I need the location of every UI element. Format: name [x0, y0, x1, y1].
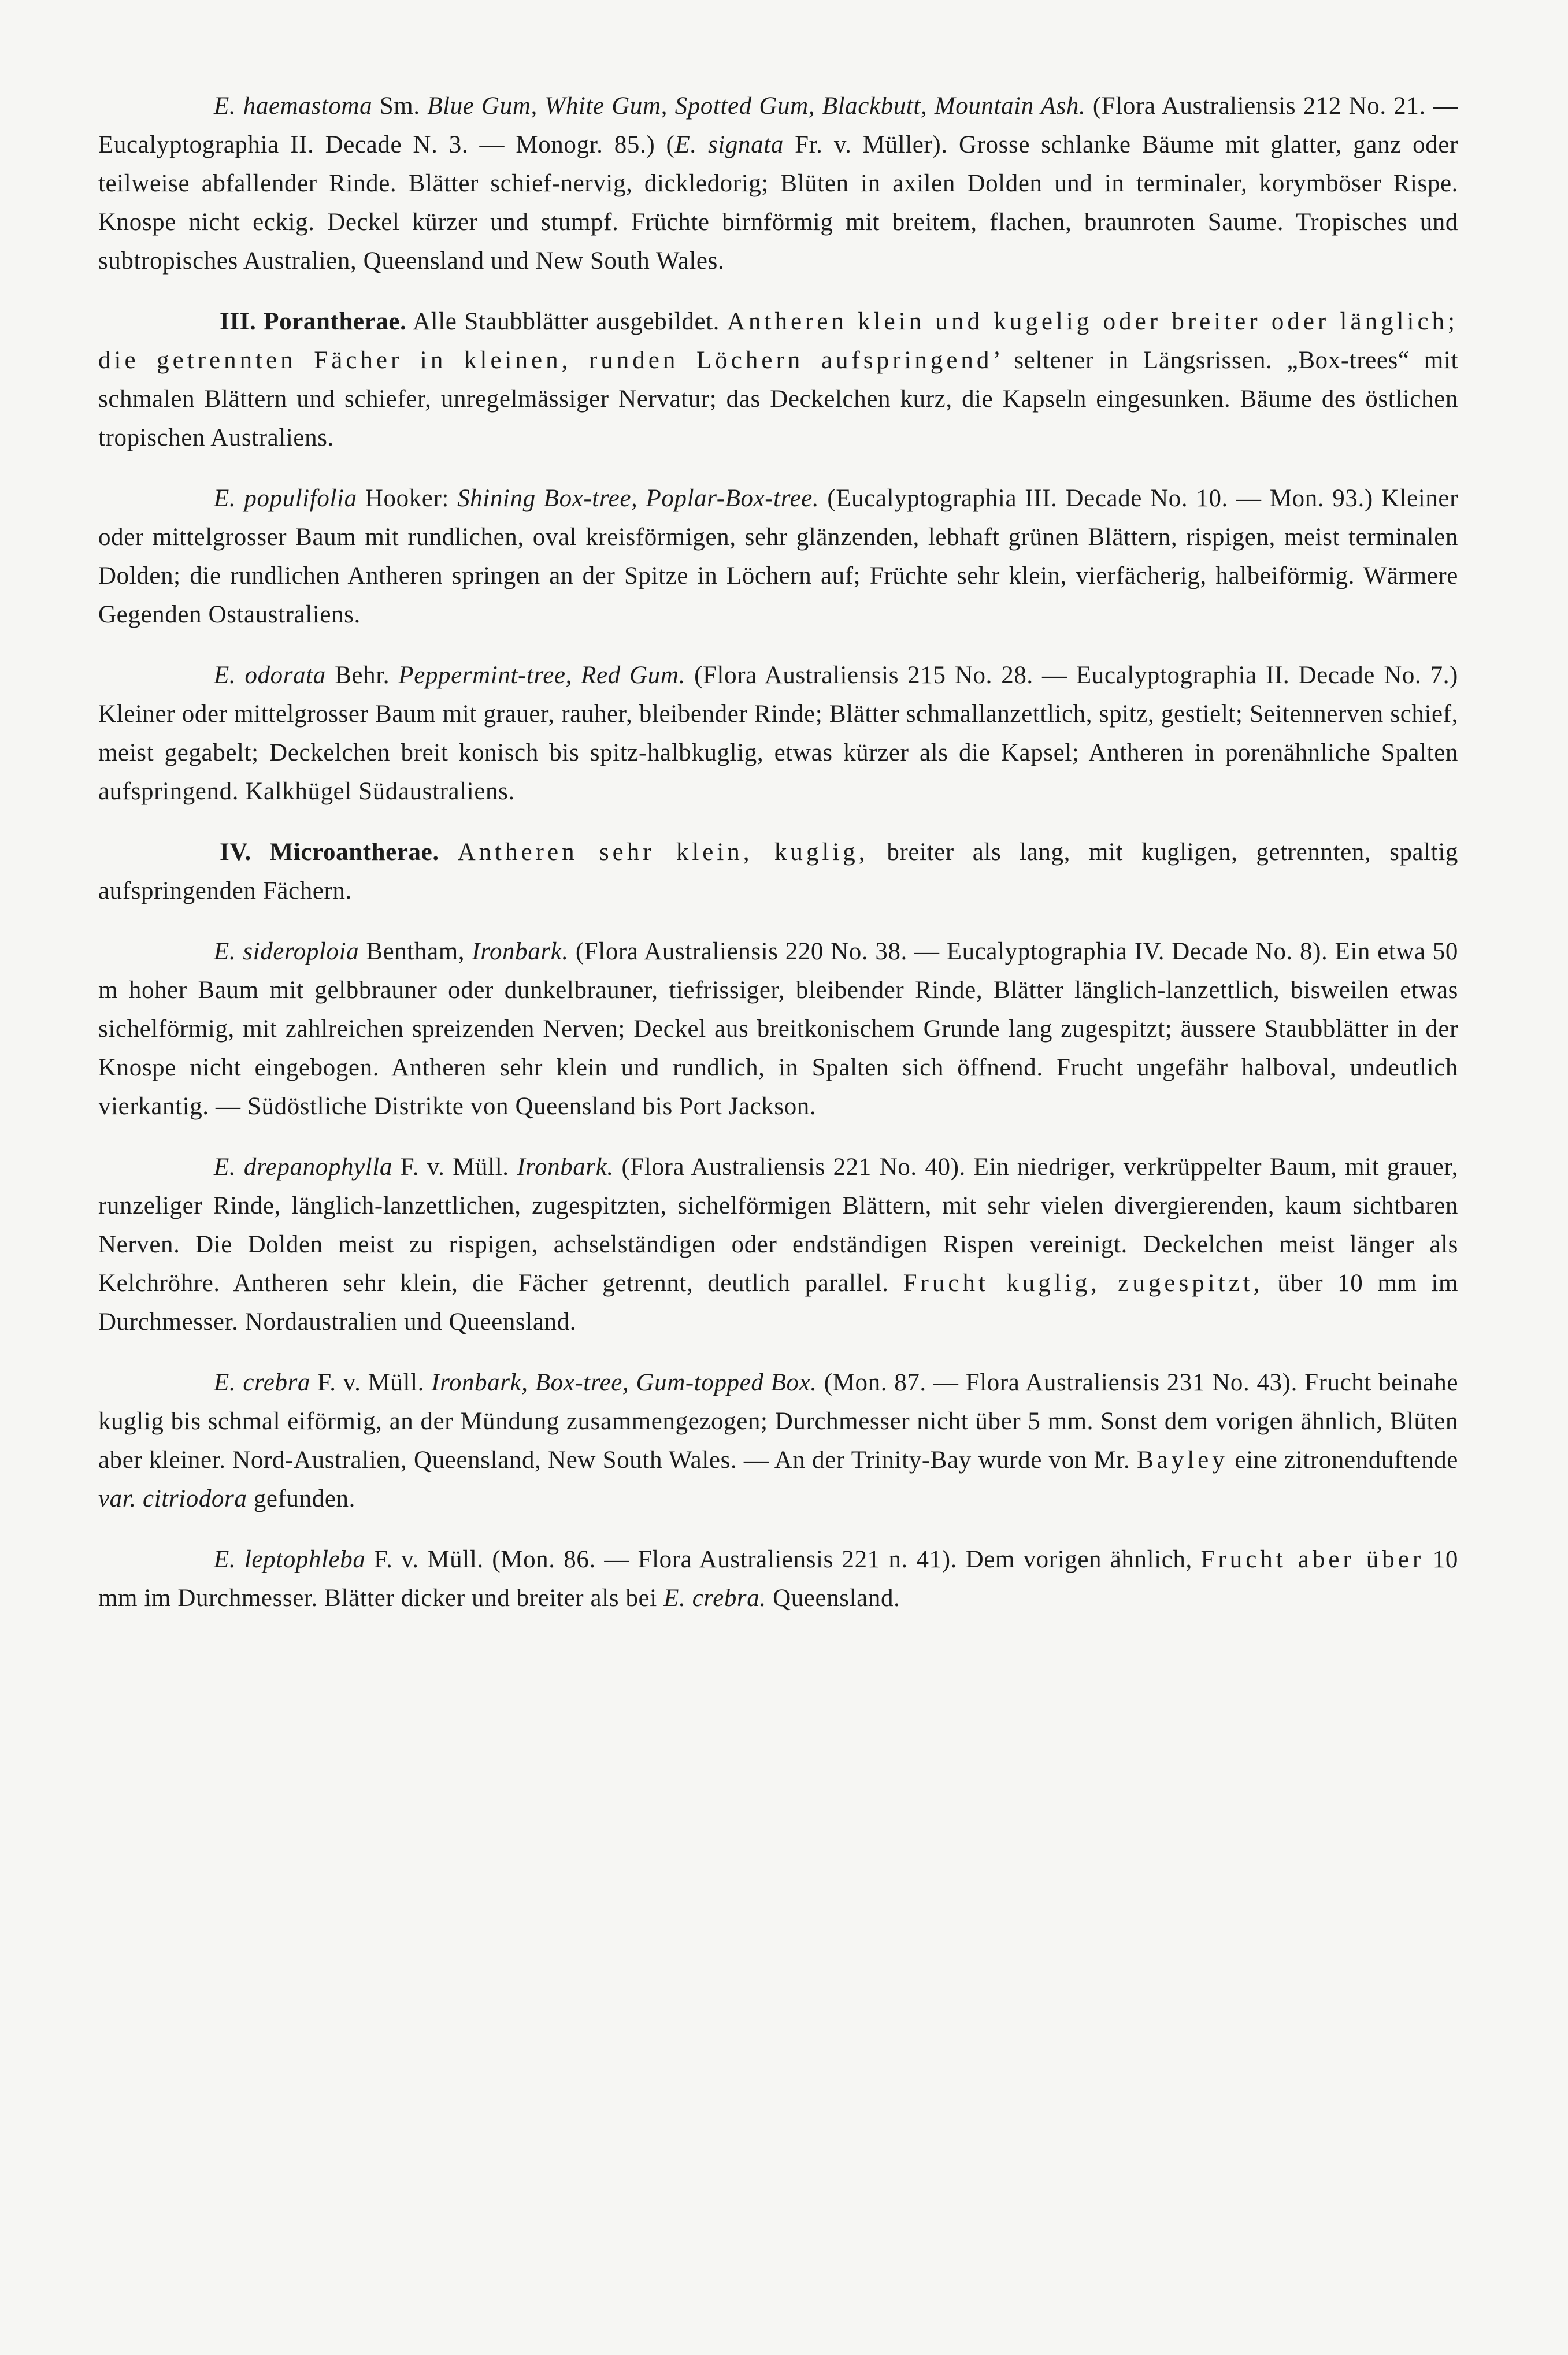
section-text: Alle Staubblätter ausgebildet.	[413, 308, 720, 335]
entry-text: (Flora Australiensis 220 No. 38. — Eucalyptographia IV. Decade No. 8). Ein etwa 50 m hoher Baum mit gelbbrauner oder dunkelbrauner, tiefrissiger, bleibender Rinde, Blätter länglich-lanzettlich, bisweilen etwas sichelförmig, mit zahlreichen spreizenden Nerven; Deckel aus breitkonischem Grunde lang zugespitzt; äussere Staubblätter in der Knospe nicht eingebogen. Antheren sehr klein und rundlich, in Spalten sich öffnend. Frucht ungefähr halboval, undeutlich vierkantig. — Südöstliche Distrikte von Queensland bis Port Jackson.	[98, 938, 1459, 1120]
entry-text: gefunden.	[253, 1485, 355, 1512]
species-name: E. drepanophylla	[214, 1154, 392, 1181]
synonym: E. signata	[674, 131, 784, 158]
section-text: breiter als lang, mit kugligen, getrennten, spaltig aufspringenden Fächern.	[98, 839, 1458, 904]
entry-text: Fr. v. Müller). Grosse schlanke Bäume mit glatter, ganz oder teilweise abfallender Rinde. Blätter schief-nervig, dickledorig; Blüten in axilen Dolden und in terminaler, korymböser Rispe. Knospe nicht eckig. Deckel kürzer und stumpf. Früchte birnförmig mit breitem, flachen, braunroten Saume. Tropisches und subtropisches Australien, Queensland und New South Wales.	[98, 131, 1458, 275]
common-names: Shining Box-tree, Poplar-Box-tree.	[457, 485, 820, 512]
species-name: E. haemastoma	[214, 92, 373, 120]
variety-name: var. citriodora	[98, 1485, 247, 1512]
species-entry-leptophleba	[98, 1540, 1458, 1618]
spaced-text: Antheren sehr klein, kuglig,	[457, 839, 869, 866]
common-names: Ironbark.	[517, 1154, 614, 1181]
species-name: E. leptophleba	[214, 1546, 366, 1573]
entry-text: eine zitronenduftende	[1235, 1447, 1458, 1474]
spaced-text: Antheren klein und kugelig oder breiter oder länglich; die getrennten Fächer in kleinen, runden Löchern aufspringend	[98, 308, 1458, 374]
section-number: IV.	[220, 839, 251, 866]
section-text: ’ seltener in Längsrissen. „Box-trees“ mit schmalen Blättern und schiefer, unregelmässiger Nervatur; das Deckelchen kurz, die Kapseln eingesunken. Bäume des östlichen tropischen Australiens.	[98, 347, 1458, 451]
common-names: Ironbark, Box-tree, Gum-topped Box.	[431, 1369, 817, 1396]
species-entry-sideroploia	[98, 932, 1458, 1126]
species-author: Sm.	[379, 92, 420, 120]
entry-text: (Flora Australiensis 221 No. 40). Ein niedriger, verkrüppelter Baum, mit grauer, runzeliger Rinde, länglich-lanzettlichen, zugespitzten, sichelförmigen Blättern, mit sehr vielen divergierenden, kaum sichtbaren Nerven. Die Dolden meist zu rispigen, achselständigen oder endständigen Rispen vereinigt. Deckelchen meist länger als Kelchröhre. Antheren sehr klein, die Fächer getrennt, deutlich parallel.	[98, 1154, 1459, 1297]
entry-text: (Flora Australiensis 212 No. 21. — Eucalyptographia II. Decade N. 3. — Monogr. 85.) (	[98, 92, 1458, 158]
species-entry-crebra	[98, 1363, 1458, 1518]
species-name: E. crebra	[214, 1369, 311, 1396]
entry-text: 10 mm im Durchmesser. Blätter dicker und breiter als bei	[98, 1546, 1458, 1612]
species-author: Bentham,	[366, 938, 465, 965]
species-author: F. v. Müll.	[374, 1546, 484, 1573]
section-porantherae	[98, 302, 1458, 457]
species-name: E. odorata	[214, 662, 326, 689]
species-entry-populifolia	[98, 479, 1458, 634]
species-name: E. sideroploia	[214, 938, 359, 965]
species-entry-drepanophylla	[98, 1148, 1458, 1341]
spaced-text: Bayley	[1136, 1447, 1228, 1474]
entry-text: (Eucalyptographia III. Decade No. 10. — Mon. 93.) Kleiner oder mittelgrosser Baum mit rundlichen, oval kreisförmigen, sehr glänzenden, lebhaft grünen Blättern, rispigen, meist terminalen Dolden; die rundlichen Antheren springen an der Spitze in Löchern auf; Früchte sehr klein, vierfächerig, halbeiförmig. Wärmere Gegenden Ostaustraliens.	[98, 485, 1459, 628]
entry-text: (Mon. 86. — Flora Australiensis 221 n. 41). Dem vorigen ähnlich,	[492, 1546, 1192, 1573]
species-entry-odorata	[98, 656, 1458, 811]
entry-text: (Flora Australiensis 215 No. 28. — Eucalyptographia II. Decade No. 7.) Kleiner oder mittelgrosser Baum mit grauer, rauher, bleibender Rinde; Blätter schmallanzettlich, spitz, gestielt; Seitennerven schief, meist gegabelt; Deckelchen breit konisch bis spitz-halbkuglig, etwas kürzer als die Kapsel; Antheren in porenähnliche Spalten aufspringend. Kalkhügel Südaustraliens.	[98, 662, 1458, 805]
species-author: F. v. Müll.	[400, 1154, 509, 1181]
common-names: Blue Gum, White Gum, Spotted Gum, Blackbutt, Mountain Ash.	[427, 92, 1086, 120]
species-reference: E. crebra.	[663, 1585, 766, 1612]
section-microantherae	[98, 833, 1458, 910]
species-author: Hooker:	[365, 485, 449, 512]
species-entry-haemastoma	[98, 87, 1458, 280]
entry-text: (Mon. 87. — Flora Australiensis 231 No. 43). Frucht beinahe kuglig bis schmal eiförmig, an der Mündung zusammengezogen; Durchmesser nicht über 5 mm. Sonst dem vorigen ähnlich, Blüten aber kleiner. Nord-Australien, Queensland, New South Wales. — An der Trinity-Bay wurde von Mr.	[98, 1369, 1459, 1474]
entry-text: über 10 mm im Durchmesser. Nordaustralien und Queensland.	[98, 1270, 1458, 1336]
species-author: F. v. Müll.	[317, 1369, 424, 1396]
section-title: Microantherae.	[269, 839, 439, 866]
spaced-text: Frucht kuglig, zugespitzt,	[903, 1270, 1263, 1297]
spaced-text: Frucht aber über	[1200, 1546, 1425, 1573]
common-names: Peppermint-tree, Red Gum.	[398, 662, 685, 689]
section-number: III.	[220, 308, 257, 335]
species-author: Behr.	[335, 662, 390, 689]
common-names: Ironbark.	[472, 938, 569, 965]
species-name: E. populifolia	[214, 485, 357, 512]
entry-text: Queensland.	[773, 1585, 900, 1612]
section-title: Porantherae.	[264, 308, 407, 335]
